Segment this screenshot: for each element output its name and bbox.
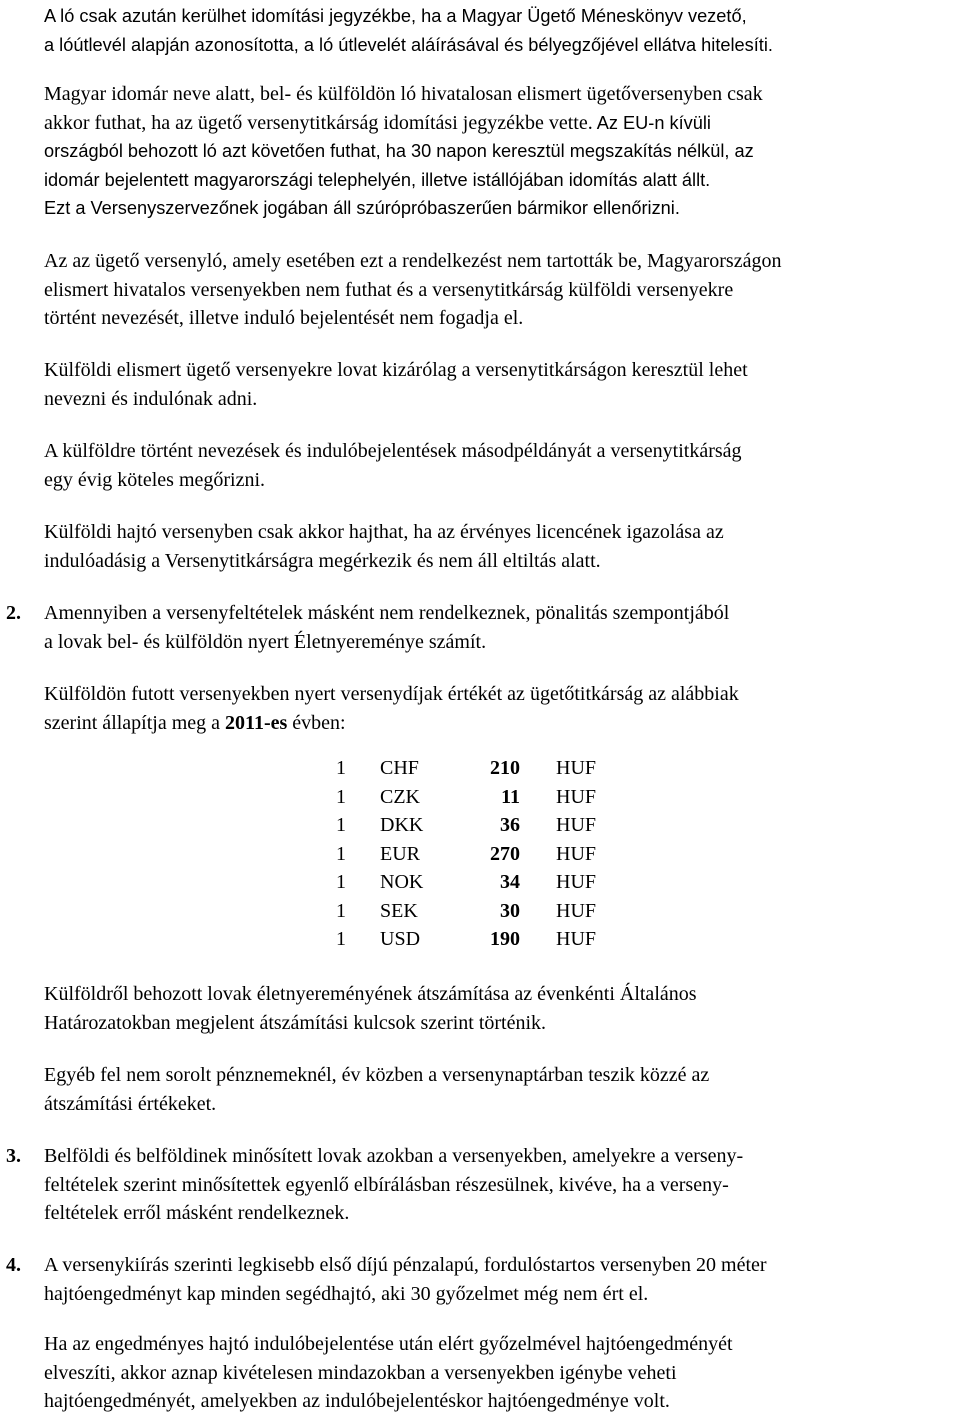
section-3-paragraph: [44, 1142, 956, 1228]
rate-intro-paragraph: [44, 680, 956, 737]
rate-currency: NOK: [380, 871, 424, 893]
text-line: elveszíti, akkor aznap kivételesen mindazokban a versenyekben igénybe veheti: [44, 1361, 677, 1384]
section-4-number: 4.: [6, 1254, 21, 1276]
text-line: Ezt a Versenyszervezőnek jogában áll szúrópróbaszerűen bármikor ellenőrizni.: [44, 198, 680, 218]
rate-value: 30: [500, 899, 520, 922]
text-line: A ló csak azután kerülhet idomítási jegyzékbe, ha a Magyar Ügető Méneskönyv vezető,: [44, 6, 747, 26]
rate-qty: 1: [336, 871, 346, 893]
rate-currency: CZK: [380, 785, 420, 808]
text-line: Magyar idomár neve alatt, bel- és külföldön ló hivatalosan elismert ügetőversenyben csak: [44, 83, 763, 105]
rate-currency: USD: [380, 928, 421, 950]
rate-qty: 1: [336, 785, 346, 808]
text-line: A külföldre történt nevezések és indulóbejelentések másodpéldányát a versenytitkárság: [44, 440, 742, 462]
rate-qty: 1: [336, 928, 346, 950]
section-2-number: 2.: [6, 602, 21, 624]
text-line: hajtóengedményét, amelyekben az indulóbejelentéskor hajtóengedménye volt.: [44, 1390, 670, 1412]
text-line: A versenykiírás szerinti legkisebb első díjú pénzalapú, fordulóstartos versenyben 20 méter: [44, 1254, 767, 1276]
text-line: [44, 709, 956, 738]
rate-value: 11: [501, 785, 520, 808]
text-line: Határozatokban megjelent átszámítási kulcsok szerint történik.: [44, 1011, 547, 1034]
text-line: indulóadásig a Versenytitkárságra megérkezik és nem áll eltiltás alatt.: [44, 549, 601, 572]
text-line: Az az ügető versenyló, amely esetében ezt a rendelkezést nem tartották be, Magyarországon: [44, 250, 782, 272]
rate-unit: HUF: [556, 871, 597, 893]
horse-paragraph: [44, 247, 956, 333]
section-4-paragraph-b: [44, 1330, 956, 1416]
rate-qty: 1: [336, 757, 346, 779]
text-line-sans-part: Az EU-n kívüli: [592, 112, 711, 133]
rate-intro-text-end: évben:: [287, 711, 346, 734]
text-line: történt nevezését, illetve induló bejelentését nem fogadja el.: [44, 307, 524, 329]
rate-currency: SEK: [380, 899, 418, 922]
text-line: elismert hivatalos versenyekben nem futhat és a versenytitkárság külföldi versenyekre: [44, 278, 734, 301]
rate-currency: DKK: [380, 814, 424, 836]
rate-unit: HUF: [556, 842, 597, 865]
section-2-paragraph: [44, 599, 956, 656]
section-3-number: 3.: [6, 1145, 21, 1167]
intro-paragraph: [44, 2, 956, 59]
rate-value: 270: [490, 842, 520, 865]
text-line: Ha az engedményes hajtó indulóbejelentése után elért győzelmével hajtóengedményét: [44, 1333, 733, 1355]
rate-unit: HUF: [556, 757, 597, 779]
copy-paragraph: [44, 437, 956, 494]
rate-value: 34: [500, 871, 520, 893]
rate-unit: HUF: [556, 814, 597, 836]
text-line: Egyéb fel nem sorolt pénznemeknél, év közben a versenynaptárban teszik közzé az: [44, 1064, 710, 1086]
rate-qty: 1: [336, 814, 346, 836]
conversion-paragraph: [44, 980, 956, 1037]
rate-value: 210: [490, 757, 520, 779]
rate-currency: EUR: [380, 842, 420, 865]
rate-qty: 1: [336, 899, 346, 922]
text-line: [44, 109, 956, 138]
rate-unit: HUF: [556, 928, 597, 950]
text-line: Külföldi elismert ügető versenyekre lovat kizárólag a versenytitkárságon keresztül lehet: [44, 359, 748, 381]
text-line: nevezni és indulónak adni.: [44, 387, 258, 410]
text-line: Amennyiben a versenyfeltételek másként nem rendelkeznek, pönalitás szempontjából: [44, 602, 730, 624]
other-currency-paragraph: [44, 1061, 956, 1118]
text-line: egy évig köteles megőrizni.: [44, 468, 266, 491]
text-line: idomár bejelentett magyarországi telephelyén, illetve istállójában idomítás alatt állt.: [44, 169, 711, 190]
rate-currency: CHF: [380, 757, 419, 779]
trainer-paragraph: [44, 80, 956, 223]
rate-qty: 1: [336, 842, 346, 865]
rate-intro-text: szerint állapítja meg a: [44, 711, 226, 734]
text-line: feltételek erről másként rendelkeznek.: [44, 1202, 350, 1224]
text-line: a lovak bel- és külföldön nyert Életnyereménye számít.: [44, 630, 487, 653]
rate-unit: HUF: [556, 899, 597, 922]
rate-value: 36: [500, 814, 520, 836]
text-line: átszámítási értékeket.: [44, 1092, 217, 1115]
text-line: a lóútlevél alapján azonosította, a ló útlevelét aláírásával és bélyegzőjével ellátva hitelesíti.: [44, 34, 773, 55]
driver-paragraph: [44, 518, 956, 575]
text-line: Külföldről behozott lovak életnyereményének átszámítása az évenkénti Általános: [44, 983, 697, 1005]
text-line: Külföldön futott versenyekben nyert versenydíjak értékét az ügetőtitkárság az alábbiak: [44, 683, 739, 705]
rate-unit: HUF: [556, 785, 597, 808]
text-line-serif-part: akkor futhat, ha az ügető versenytitkárság idomítási jegyzékbe vette.: [44, 111, 593, 134]
section-4-paragraph: [44, 1251, 956, 1308]
text-line: Belföldi és belföldinek minősített lovak azokban a versenyekben, amelyekre a verseny-: [44, 1145, 744, 1167]
foreign-entry-paragraph: [44, 356, 956, 413]
text-line: Külföldi hajtó versenyben csak akkor hajthat, ha az érvényes licencének igazolása az: [44, 521, 724, 543]
rate-year: 2011-es: [225, 711, 288, 734]
text-line: országból behozott ló azt követően futhat, ha 30 napon keresztül megszakítás nélkül, az: [44, 141, 754, 161]
rate-value: 190: [490, 928, 520, 950]
text-line: hajtóengedményt kap minden segédhajtó, aki 30 győzelmet még nem ért el.: [44, 1282, 649, 1305]
text-line: feltételek szerint minősítettek egyenlő elbírálásban részesülnek, kivéve, ha a verseny-: [44, 1173, 729, 1196]
